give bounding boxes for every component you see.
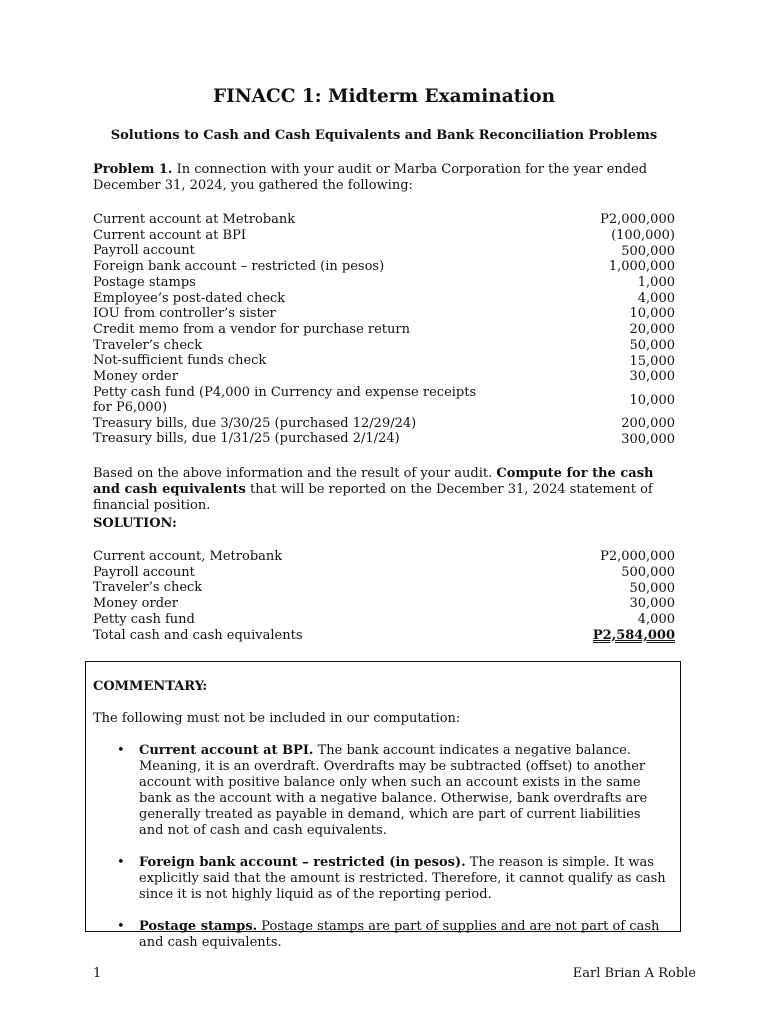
item-value: 15,000 (629, 353, 675, 369)
item-label-line: for P6,000) (93, 400, 168, 416)
solution-value: 50,000 (629, 580, 675, 596)
item-value: 4,000 (637, 290, 675, 306)
bullet-text: The bank account indicates a negative balance. Meaning, it is an overdraft. Overdrafts may be subtracted (offset) to another account with positive balance only when such an account exists in the same bank as the account with a negative balance. Otherwise, bank overdrafts are generally treated as payable in demand, which are part of current liabilities and not of cash and cash equivalents. (139, 743, 648, 838)
table-row (93, 353, 675, 369)
item-label (93, 416, 416, 432)
table-row (93, 338, 675, 354)
item-label (93, 259, 384, 275)
item-label-line: Current account at Metrobank (93, 212, 296, 228)
problem-statement (93, 162, 675, 194)
solution-heading: SOLUTION: (93, 516, 177, 531)
item-value: 1,000 (637, 275, 675, 291)
item-label (93, 275, 196, 291)
item-label (93, 212, 295, 228)
instruction-paragraph (93, 466, 675, 514)
item-label-line: Employee’s post-dated check (93, 290, 286, 306)
item-label (93, 338, 202, 354)
instruction-bold: Compute for the cash and cash equivalents (93, 466, 654, 497)
commentary-intro: The following must not be included in our computation: (93, 711, 461, 726)
problem-text: In connection with your audit or Marba Corporation for the year ended December 31, 2024, you gathered the following: (93, 162, 648, 193)
list-item (93, 743, 668, 839)
table-row (93, 580, 675, 596)
total-row (93, 627, 675, 643)
item-value: 50,000 (629, 337, 675, 353)
item-label-line: Petty cash fund (P4,000 in Currency and expense receipts (93, 384, 477, 400)
item-value: 200,000 (621, 415, 675, 431)
commentary-bullet-list (93, 743, 668, 951)
solution-value: 500,000 (621, 565, 675, 581)
document-subtitle: Solutions to Cash and Cash Equivalents and Bank Reconciliation Problems (110, 128, 658, 143)
item-value: 30,000 (629, 369, 675, 385)
table-row (93, 259, 675, 275)
item-value: 10,000 (629, 392, 675, 408)
item-label-line: Payroll account (93, 243, 195, 259)
solution-label: Petty cash fund (93, 611, 195, 627)
item-label-line: Traveler’s check (93, 337, 203, 353)
item-label-line: Current account at BPI (93, 227, 246, 243)
bullet-icon: • (117, 919, 125, 934)
table-row (93, 416, 675, 432)
solution-label: Payroll account (93, 564, 195, 580)
problem-label: Problem 1. (93, 162, 173, 177)
item-label-line: Treasury bills, due 1/31/25 (purchased 2/1/24) (93, 431, 400, 447)
table-row (93, 212, 675, 228)
table-row (93, 369, 675, 385)
item-label (93, 228, 246, 244)
solution-table (93, 549, 675, 643)
total-value: P2,584,000 (592, 627, 675, 643)
bullet-icon: • (117, 743, 125, 758)
commentary-heading: COMMENTARY: (93, 679, 208, 694)
item-value: P2,000,000 (600, 212, 675, 228)
item-label-line: Postage stamps (93, 274, 196, 290)
item-value: 1,000,000 (608, 259, 675, 275)
table-row (93, 290, 675, 306)
table-row (93, 228, 675, 244)
table-row (93, 306, 675, 322)
solution-label: Current account, Metrobank (93, 549, 283, 565)
list-item (93, 919, 668, 951)
table-row (93, 322, 675, 338)
item-label (93, 322, 410, 338)
item-label (93, 431, 400, 447)
bullet-heading: Foreign bank account – restricted (in pesos). (139, 855, 466, 870)
table-row (93, 596, 675, 612)
solution-value: 4,000 (637, 612, 675, 628)
item-label (93, 306, 276, 322)
list-item (93, 855, 668, 903)
table-row (93, 431, 675, 447)
bullet-text: Postage stamps are part of supplies and are not part of cash and cash equivalents. (139, 919, 660, 950)
item-value: 20,000 (629, 322, 675, 338)
item-value: 10,000 (629, 306, 675, 322)
item-value: 300,000 (621, 431, 675, 447)
item-label (93, 291, 285, 307)
item-value: 500,000 (621, 243, 675, 259)
page-number: 1 (93, 966, 102, 981)
item-label-line: IOU from controller’s sister (93, 306, 276, 322)
given-items-table (93, 212, 675, 447)
table-row (93, 565, 675, 581)
item-label (93, 353, 266, 369)
total-label: Total cash and cash equivalents (93, 627, 303, 643)
table-row (93, 549, 675, 565)
item-label-line: Treasury bills, due 3/30/25 (purchased 12/29/24) (93, 415, 417, 431)
commentary-box (85, 661, 681, 950)
instruction-post: that will be reported on the December 31, 2024 statement of financial position. (93, 482, 653, 513)
table-row (93, 612, 675, 628)
solution-value: P2,000,000 (600, 549, 675, 565)
item-label-line: Foreign bank account – restricted (in pesos) (93, 259, 385, 275)
item-label (93, 243, 195, 259)
item-label (93, 385, 476, 416)
document-title: FINACC 1: Midterm Examination (212, 86, 556, 107)
item-label (93, 369, 178, 385)
table-row (93, 385, 675, 416)
bullet-text: The reason is simple. It was explicitly said that the amount is restricted. Therefore, it cannot qualify as cash since it is not highly liquid as of the reporting period. (139, 855, 666, 902)
instruction-pre: Based on the above information and the result of your audit. (93, 466, 497, 481)
item-label-line: Money order (93, 368, 178, 384)
solution-label: Money order (93, 596, 178, 612)
item-label-line: Credit memo from a vendor for purchase return (93, 321, 410, 337)
bullet-heading: Current account at BPI. (139, 743, 314, 758)
item-label-line: Not-sufficient funds check (93, 353, 267, 369)
table-row (93, 243, 675, 259)
table-row (93, 275, 675, 291)
solution-value: 30,000 (629, 596, 675, 612)
bullet-icon: • (117, 855, 125, 870)
item-value: (100,000) (611, 228, 675, 244)
bullet-heading: Postage stamps. (139, 919, 258, 934)
author-name: Earl Brian A Roble (572, 966, 696, 981)
solution-label: Traveler’s check (93, 580, 203, 596)
